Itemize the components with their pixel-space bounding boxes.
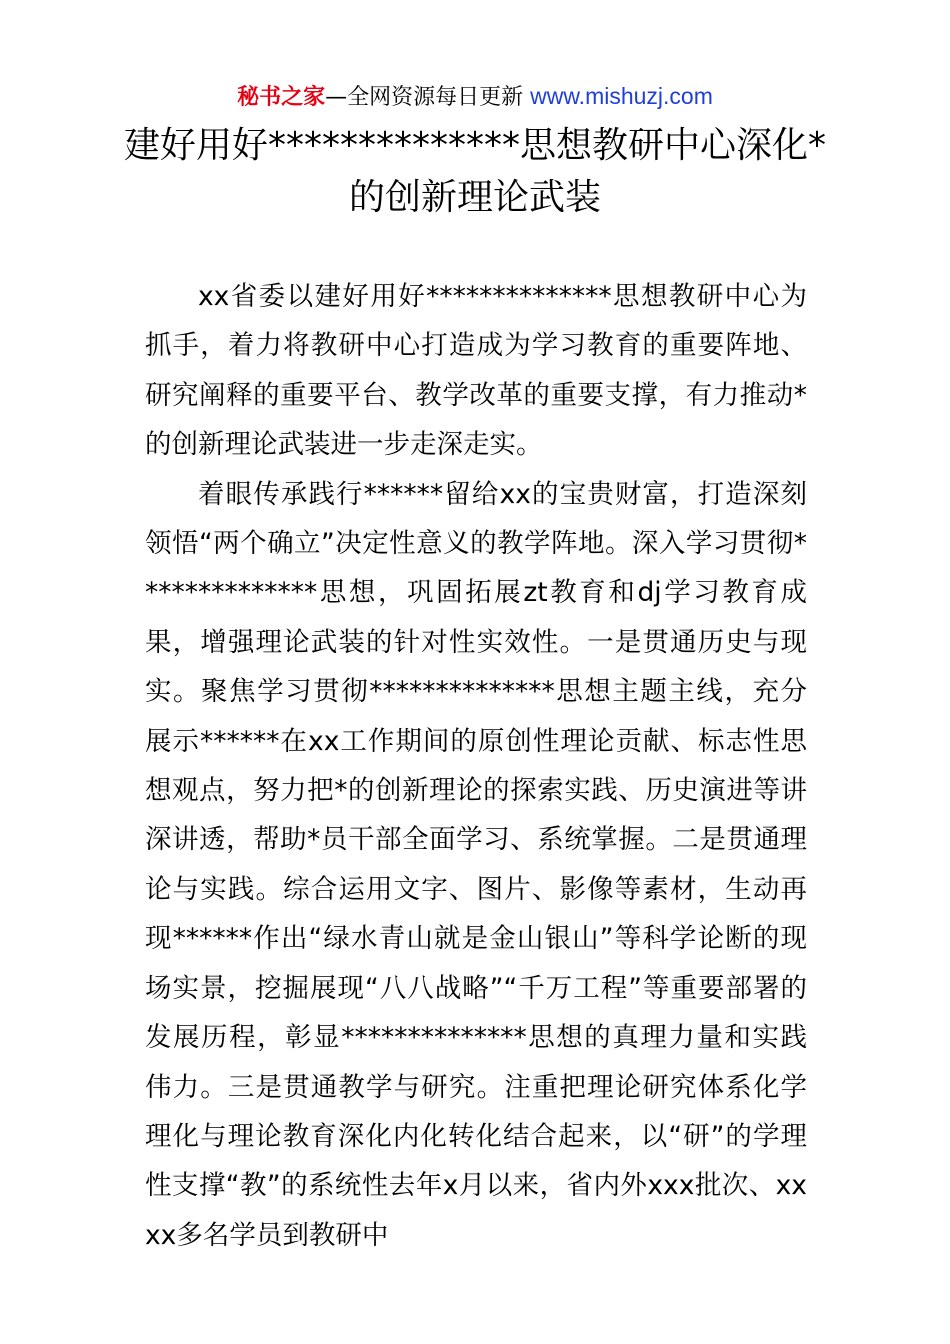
document-title: 建好用好**************思想教研中心深化*的创新理论武装 <box>123 125 826 218</box>
paragraph-main: 着眼传承践行******留给xx的宝贵财富，打造深刻领悟“两个确立”决定性意义的教学阵地。深入学习贯彻**************思想，巩固拓展zt教育和dj学习教育成果，增强理论武装的针对性实效性。一是贯通历史与现实。聚焦学习贯彻**************思想主题主线，充分展示******在xx工作期间的原创性理论贡献、标志性思想观点，努力把*的创新理论的探索实践、历史演进等讲深讲透，帮助*员干部全面学习、系统掌握。二是贯通理论与实践。综合运用文字、图片、影像等素材，生动再现******作出“绿水青山就是金山银山”等科学论断的现场实景，挖掘展现“八八战略”“千万工程”等重要部署的发展历程，彰显**************思想的真理力量和实践伟力。三是贯通教学与研究。注重把理论研究体系化学理化与理论教育深化内化转化结合起来，以“研”的学理性支撑“教”的系统性去年x月以来，省内外xxx批次、xxxx多名学员到教研中 <box>145 478 807 1251</box>
paragraph-intro: xx省委以建好用好**************思想教研中心为抓手，着力将教研中心打造成为学习教育的重要阵地、研究阐释的重要平台、教学改革的重要支撑，有力推动*的创新理论武装进一步走深走实。 <box>145 281 807 461</box>
site-url-link[interactable]: www.mishuzj.com <box>530 83 713 109</box>
site-header <box>0 80 950 114</box>
brand-name: 秘书之家 <box>237 85 326 110</box>
document-body <box>145 272 807 1260</box>
header-tagline: —全网资源每日更新 <box>325 85 531 110</box>
